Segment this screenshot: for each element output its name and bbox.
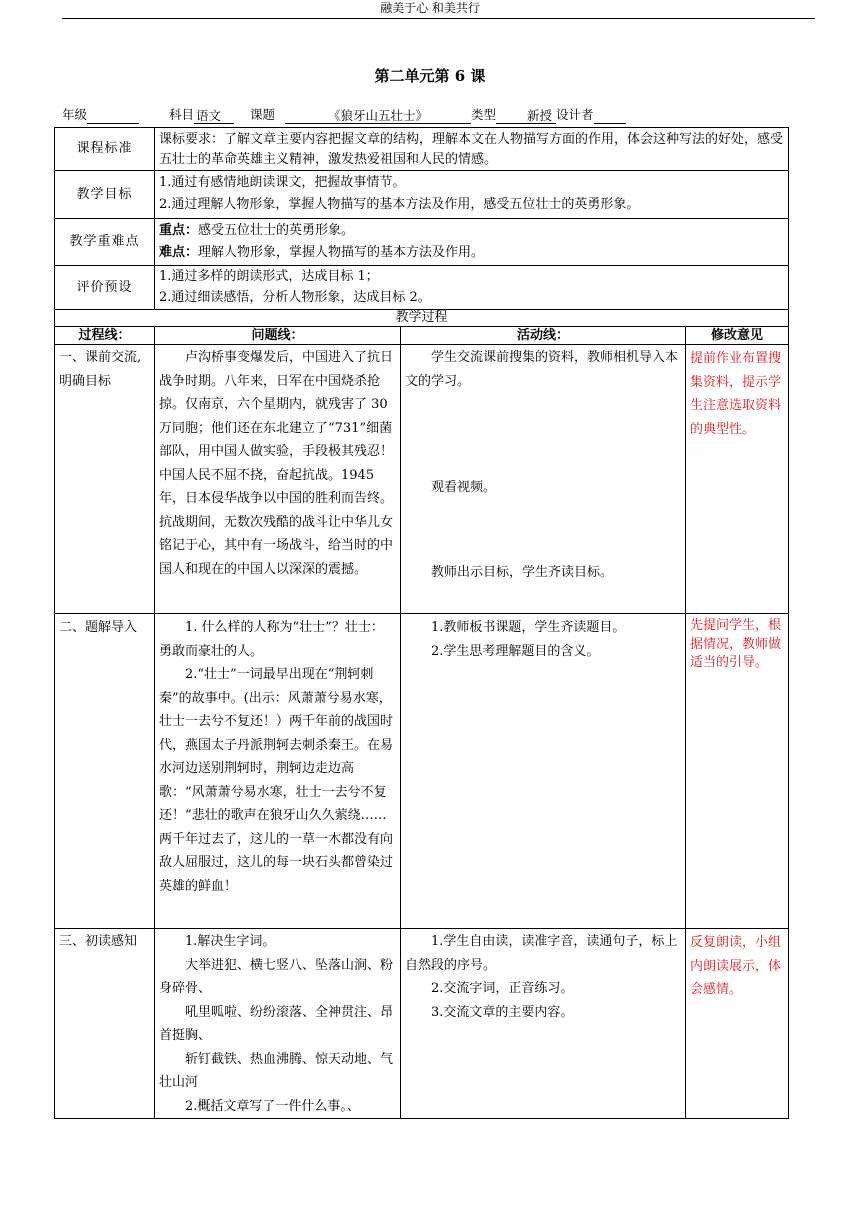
question-paragraph: 大举进犯、横七竖八、坠落山涧、粉身碎骨、	[159, 957, 394, 996]
designer-label: 设计者	[555, 107, 594, 122]
column-header-stage: 过程线：	[55, 327, 155, 345]
grade-value	[87, 108, 139, 124]
grade-label: 年级	[62, 107, 88, 122]
type-label: 类型	[470, 107, 496, 122]
activity-item: 1.学生自由读，读准字音，读通句子，标上自然段的序号。	[405, 934, 678, 973]
activity-item: 3.交流文章的主要内容。	[431, 1004, 574, 1020]
activity-item: 教师出示目标，学生齐读目标。	[431, 564, 614, 580]
key-point-text: 感受五位壮士的英勇形象。	[198, 223, 355, 238]
goals-label: 教学目标	[55, 171, 155, 219]
goal-item: 1.通过有感情地朗读课文，把握故事情节。	[159, 175, 406, 190]
stage-cell: 一、课前交流,明确目标	[55, 345, 155, 614]
question-cell	[155, 614, 401, 929]
lesson-info-row	[62, 106, 802, 124]
topic-label: 课题	[249, 107, 275, 122]
process-title: 教学过程	[55, 310, 789, 327]
note-cell: 反复朗读，小组内朗读展示，体会感情。	[686, 929, 789, 1119]
evaluation-item: 1.通过多样的朗读形式，达成目标 1；	[159, 269, 379, 284]
column-header-activity: 活动线：	[401, 327, 686, 345]
note-cell: 提前作业布置搜集资料，提示学生注意选取资料的典型性。	[686, 345, 789, 614]
activity-item: 学生交流课前搜集的资料，教师相机导入本文的学习。	[405, 350, 679, 389]
key-point	[159, 220, 784, 242]
evaluation-row	[55, 266, 789, 310]
lesson-title: 第二单元第 6 课	[374, 67, 486, 85]
activity-cell	[401, 345, 686, 614]
question-paragraph: 吼里呱啦、纷纷滚落、全神贯注、昂首挺胸、	[159, 1004, 394, 1043]
process-row-3	[55, 929, 789, 1119]
column-header-note: 修改意见	[686, 327, 789, 345]
question-paragraph: 2.“壮士”一词最早出现在“荆轲刺秦”的故事中。(出示：风萧萧兮易水寒，壮士一去兮不复还！）两千年前的战国时代，燕国太子丹派荆轲去刺杀秦王。在易水河边送别荆轲时，荆轲边走边高歌：“风萧萧兮易水寒，壮士一去兮不复还！”悲壮的歌声在狼牙山久久萦绕……两千年过去了，这儿的一草一木都没有向敌人屈服过，这儿的每一块石头都曾染过英雄的鲜血！	[159, 667, 394, 894]
subject-label: 科目	[168, 107, 194, 122]
question-paragraph: 2.概括文章写了一件什么事。、	[185, 1098, 360, 1114]
stage-cell: 二、题解导入	[55, 614, 155, 929]
activity-item: 2.交流字词，正音练习。	[431, 981, 574, 996]
goals-row	[55, 171, 789, 219]
standards-label: 课程标准	[55, 128, 155, 171]
question-cell	[155, 929, 401, 1119]
process-row-1	[55, 345, 789, 614]
subject-value: 语文	[194, 108, 234, 124]
type-value: 新授	[496, 108, 556, 124]
page-header: 融美于心 和美共行	[380, 1, 480, 15]
activity-cell	[401, 614, 686, 929]
activity-item: 观看视频。	[431, 480, 497, 495]
question-paragraph: 卢沟桥事变爆发后，中国进入了抗日战争时期。八年来，日军在中国烧杀抢掠。仅南京，六个星期内，就残害了 30 万同胞；他们还在东北建立了“731”细菌部队，用中国人做实验，手段极其残忍！中国人民不屈不挠，奋起抗战。1945 年，日本侵华战争以中国的胜利而告终。抗战期间，无数次残酷的战斗让中华儿女铭记于心，其中有一场战斗，给当时的中国人和现在的中国人以深深的震撼。	[159, 350, 394, 577]
focus-label: 教学重难点	[55, 219, 155, 266]
question-cell	[155, 345, 401, 614]
difficult-point-label: 难点：	[159, 245, 199, 260]
evaluation-cell	[155, 266, 789, 310]
key-point-label: 重点：	[159, 223, 199, 238]
standards-row	[55, 128, 789, 171]
standards-text: 课标要求：了解文章主要内容把握文章的结构，理解本文在人物描写方面的作用，体会这种写法的好处，感受五壮士的革命英雄主义精神，激发热爱祖国和人民的情感。	[155, 128, 789, 171]
process-row-2	[55, 614, 789, 929]
activity-cell	[401, 929, 686, 1119]
question-paragraph: 1. 什么样的人称为“壮士”？壮士：勇敢而豪壮的人。	[159, 620, 384, 659]
note-cell: 先提问学生，根据情况，教师做适当的引导。	[686, 614, 789, 929]
difficult-point-text: 理解人物形象，掌握人物描写的基本方法及作用。	[198, 245, 485, 260]
activity-item: 1.教师板书课题，学生齐读题目。	[431, 620, 626, 635]
goals-cell	[155, 171, 789, 219]
focus-row	[55, 219, 789, 266]
designer-value	[594, 108, 626, 124]
topic-value: 《狼牙山五壮士》	[285, 108, 471, 124]
stage-cell: 三、初读感知	[55, 929, 155, 1119]
evaluation-label: 评价预设	[55, 266, 155, 310]
column-header-question: 问题线：	[155, 327, 401, 345]
question-paragraph: 1.解决生字词。	[185, 934, 276, 949]
difficult-point	[159, 242, 784, 264]
process-title-row	[55, 310, 789, 327]
evaluation-item: 2.通过细读感悟，分析人物形象，达成目标 2。	[159, 290, 431, 305]
focus-cell	[155, 219, 789, 266]
question-paragraph: 斩钉截铁、热血沸腾、惊天动地、气壮山河	[159, 1051, 394, 1090]
activity-item: 2.学生思考理解题目的含义。	[431, 643, 600, 659]
lesson-plan-table	[54, 127, 789, 1119]
process-header-row	[55, 327, 789, 345]
header-divider	[62, 18, 815, 19]
goal-item: 2.通过理解人物形象，掌握人物描写的基本方法及作用，感受五位壮士的英勇形象。	[159, 197, 640, 212]
